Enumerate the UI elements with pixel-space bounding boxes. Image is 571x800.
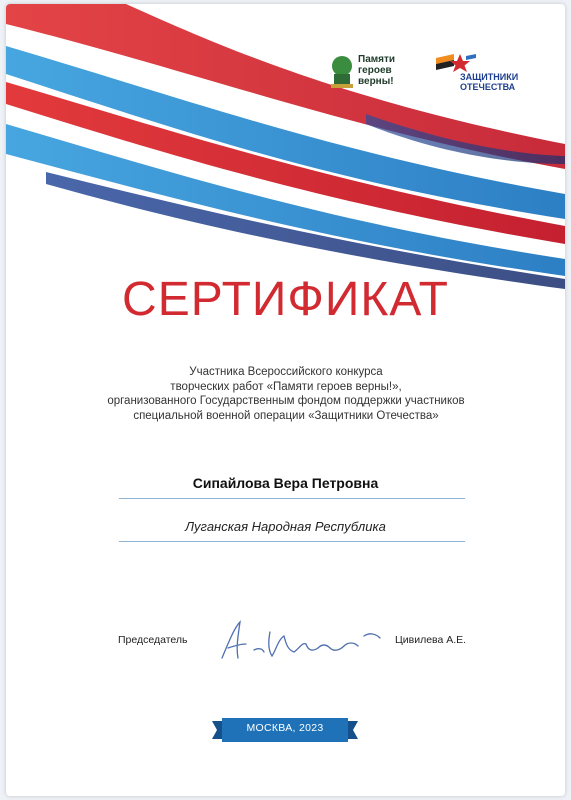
soldier-emblem-icon [328,54,356,90]
certificate-description [66,365,506,423]
defenders-logo [436,52,536,94]
city-year-text: МОСКВА, 2023 [246,722,324,734]
recipient-region: Луганская Народная Республика [185,519,386,534]
logo-text-line: Памяти [358,54,396,65]
signatory-name: Цивилева А.Е. [395,634,467,646]
recipient-name: Сипайлова Вера Петровна [192,475,379,491]
description-line: специальной военной операции «Защитники Отечества» [133,409,439,422]
handwritten-signature [214,614,384,666]
logo-text-line: верны! [358,76,394,87]
certificate-page [6,4,565,796]
description-line: организованного Государственным фондом поддержки участников [107,395,465,407]
region-underline [119,541,465,542]
tricolor-waves [6,4,565,304]
logo-text-line: героев [358,65,392,76]
description-line: Участника Всероссийского конкурса [189,366,383,378]
logo-text-line: ЗАЩИТНИКИ [460,72,519,82]
star-ribbon-icon [436,52,476,74]
description-line: творческих работ «Памяти героев верны!», [170,380,402,393]
certificate-title: СЕРТИФИКАТ [122,273,449,326]
memory-heroes-logo [328,52,414,94]
logo-text-line: ОТЕЧЕСТВА [460,82,516,92]
signatory-role: Председатель [118,634,188,646]
name-underline [119,498,465,499]
